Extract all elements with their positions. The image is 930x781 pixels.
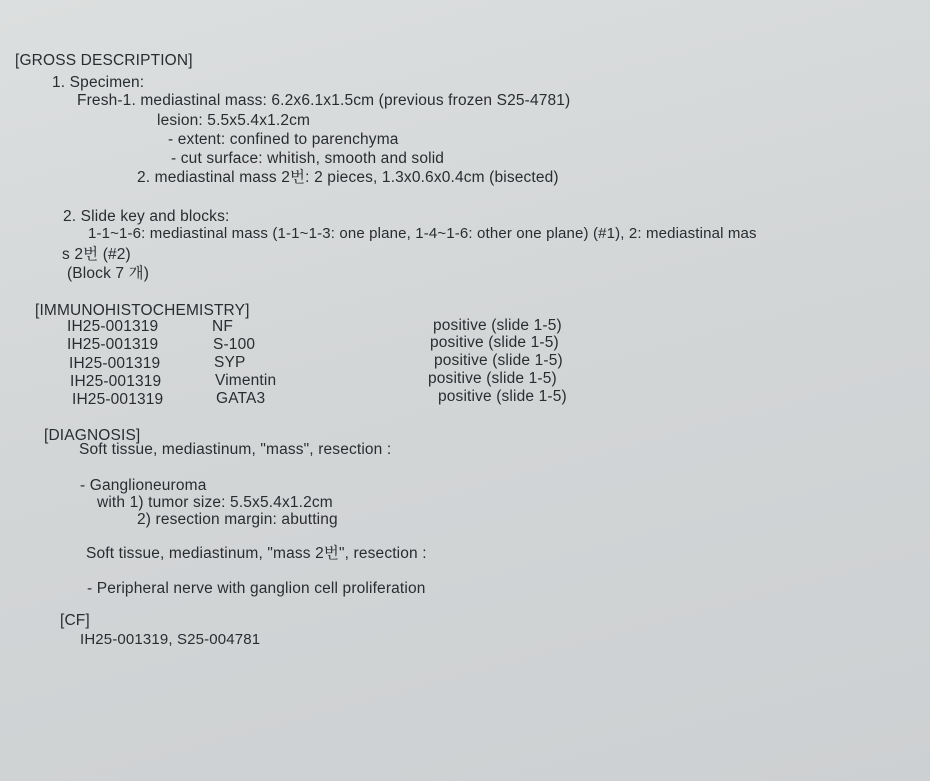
ihc-result: positive (slide 1-5)	[433, 317, 562, 334]
gross-description-heading: [GROSS DESCRIPTION]	[15, 52, 193, 69]
diagnosis-heading: [DIAGNOSIS]	[44, 427, 141, 444]
ihc-marker: SYP	[214, 354, 246, 371]
diagnosis-site-2: Soft tissue, mediastinum, "mass 2번", resection :	[86, 545, 427, 562]
ihc-id: IH25-001319	[67, 336, 159, 353]
ihc-id: IH25-001319	[72, 391, 164, 408]
slide-key-line-2: s 2번 (#2)	[62, 246, 131, 263]
slide-key-title: 2. Slide key and blocks:	[63, 208, 230, 225]
specimen-line-3: - extent: confined to parenchyma	[168, 131, 399, 148]
diagnosis-1: - Ganglioneuroma	[80, 477, 207, 494]
diagnosis-2: - Peripheral nerve with ganglion cell proliferation	[87, 580, 426, 597]
ihc-heading: [IMMUNOHISTOCHEMISTRY]	[35, 302, 250, 319]
ihc-marker: GATA3	[216, 390, 266, 407]
slide-key-line-1: 1-1~1-6: mediastinal mass (1-1~1-3: one plane, 1-4~1-6: other one plane) (#1), 2: mediastinal mas	[88, 225, 757, 242]
ihc-id: IH25-001319	[70, 373, 162, 390]
cf-heading: [CF]	[60, 612, 90, 629]
specimen-line-1: Fresh-1. mediastinal mass: 6.2x6.1x1.5cm (previous frozen S25-4781)	[77, 92, 571, 109]
diagnosis-site-1: Soft tissue, mediastinum, "mass", resection :	[79, 441, 392, 458]
ihc-result: positive (slide 1-5)	[434, 352, 563, 369]
ihc-id: IH25-001319	[69, 355, 161, 372]
specimen-title: 1. Specimen:	[52, 74, 145, 91]
ihc-marker: NF	[212, 318, 233, 335]
ihc-result: positive (slide 1-5)	[438, 388, 567, 405]
ihc-id: IH25-001319	[67, 318, 159, 335]
diagnosis-1-tumor-size: with 1) tumor size: 5.5x5.4x1.2cm	[97, 494, 333, 511]
specimen-line-4: - cut surface: whitish, smooth and solid	[171, 150, 445, 167]
ihc-result: positive (slide 1-5)	[430, 334, 559, 351]
slide-key-line-3: (Block 7 개)	[67, 265, 150, 282]
specimen-line-5: 2. mediastinal mass 2번: 2 pieces, 1.3x0.6x0.4cm (bisected)	[137, 169, 559, 186]
ihc-result: positive (slide 1-5)	[428, 370, 557, 387]
diagnosis-1-margin: 2) resection margin: abutting	[137, 511, 338, 528]
specimen-line-2: lesion: 5.5x5.4x1.2cm	[157, 112, 311, 129]
ihc-marker: Vimentin	[215, 372, 277, 389]
ihc-marker: S-100	[213, 336, 256, 353]
cf-references: IH25-001319, S25-004781	[80, 631, 261, 648]
